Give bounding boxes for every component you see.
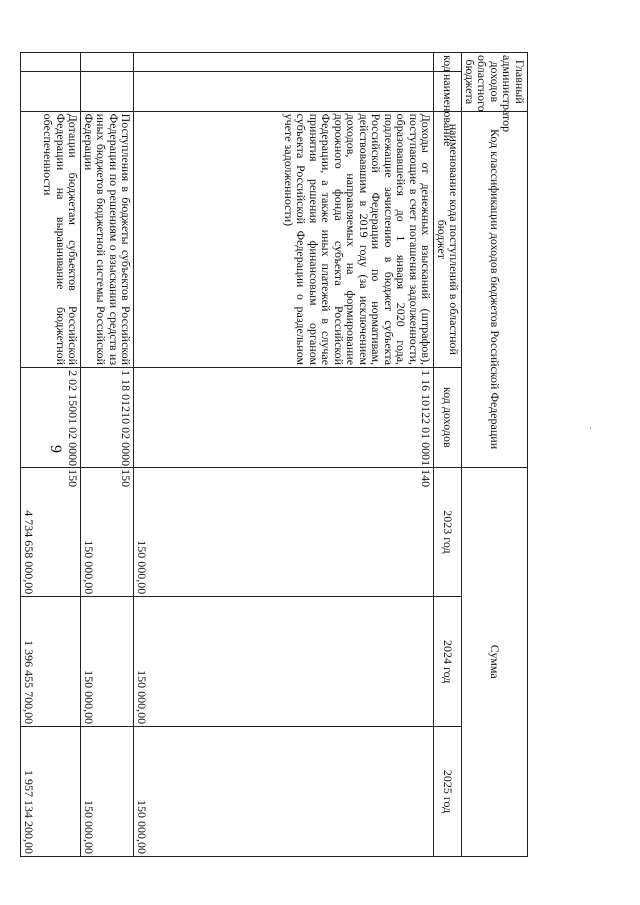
admin-code-cell bbox=[21, 53, 81, 72]
header-bcc-code: код доходов bbox=[434, 368, 462, 467]
revenue-description-cell: Поступления в бюджеты субъектов Российской Федерации по решениям о взыскании средств из иных бюджетов бюджетной системы Российской Федерации bbox=[81, 111, 134, 367]
amount-2025-cell: 150 000,00 bbox=[134, 727, 434, 857]
revenue-description-cell: Доходы от денежных взысканий (штрафов), поступающие в счет погашения задолженности, образовавшейся до 1 января 2020 года, подлежащие зачислению в бюджет субъекта Российской Федерации по нормативам, действовавшим в 2019 году (за исключением доходов, направляемых на формирование дорожного фонда субъекта Российской Федерации, а также иных платежей в случае принятия решения финансовым органом субъекта Российской Федерации о раздельном учете задолженности) bbox=[134, 111, 434, 367]
amount-2024-cell: 150 000,00 bbox=[81, 597, 134, 727]
admin-name-cell bbox=[21, 71, 81, 111]
budget-revenue-table bbox=[21, 52, 529, 857]
amount-2024-cell: 1 396 455 700,00 bbox=[21, 597, 81, 727]
header-admin-name: наименование bbox=[434, 71, 462, 111]
amount-2023-cell: 4 734 658 000,00 bbox=[21, 467, 81, 597]
admin-name-cell bbox=[81, 71, 134, 111]
header-row-group bbox=[462, 53, 528, 857]
header-admin-code: код bbox=[434, 53, 462, 72]
amount-2025-cell: 150 000,00 bbox=[81, 727, 134, 857]
revenue-code-cell: 1 16 10122 01 0001 140 bbox=[134, 368, 434, 467]
header-bcc-group: Код классификации доходов бюджетов Российской Федерации bbox=[462, 111, 528, 467]
page-number: 9 bbox=[47, 445, 64, 453]
header-year-2024: 2024 год bbox=[434, 597, 462, 727]
scan-speck bbox=[590, 428, 591, 429]
header-bcc-name: наименование кода поступлений в областной бюджет bbox=[434, 111, 462, 367]
amount-2023-cell: 150 000,00 bbox=[81, 467, 134, 597]
header-year-2023: 2023 год bbox=[434, 467, 462, 597]
header-year-2025: 2025 год bbox=[434, 727, 462, 857]
budget-revenue-table-container bbox=[22, 52, 528, 857]
table-row bbox=[21, 53, 81, 857]
table-row bbox=[134, 53, 434, 857]
revenue-description-cell: Дотации бюджетам субъектов Российской Федерации на выравнивание бюджетной обеспеченности bbox=[21, 111, 81, 367]
amount-2023-cell: 150 000,00 bbox=[134, 467, 434, 597]
admin-code-cell bbox=[134, 53, 434, 72]
amount-2024-cell: 150 000,00 bbox=[134, 597, 434, 727]
admin-name-cell bbox=[134, 71, 434, 111]
admin-code-cell bbox=[81, 53, 134, 72]
revenue-code-cell: 2 02 15001 02 0000 150 bbox=[21, 368, 81, 467]
header-sum-group: Сумма bbox=[462, 467, 528, 857]
revenue-code-cell: 1 18 01210 02 0000 150 bbox=[81, 368, 134, 467]
table-row bbox=[81, 53, 134, 857]
header-row-columns bbox=[434, 53, 462, 857]
header-admin-group: Главный администратор доходов областного бюджета bbox=[462, 53, 528, 112]
amount-2025-cell: 1 957 134 200,00 bbox=[21, 727, 81, 857]
